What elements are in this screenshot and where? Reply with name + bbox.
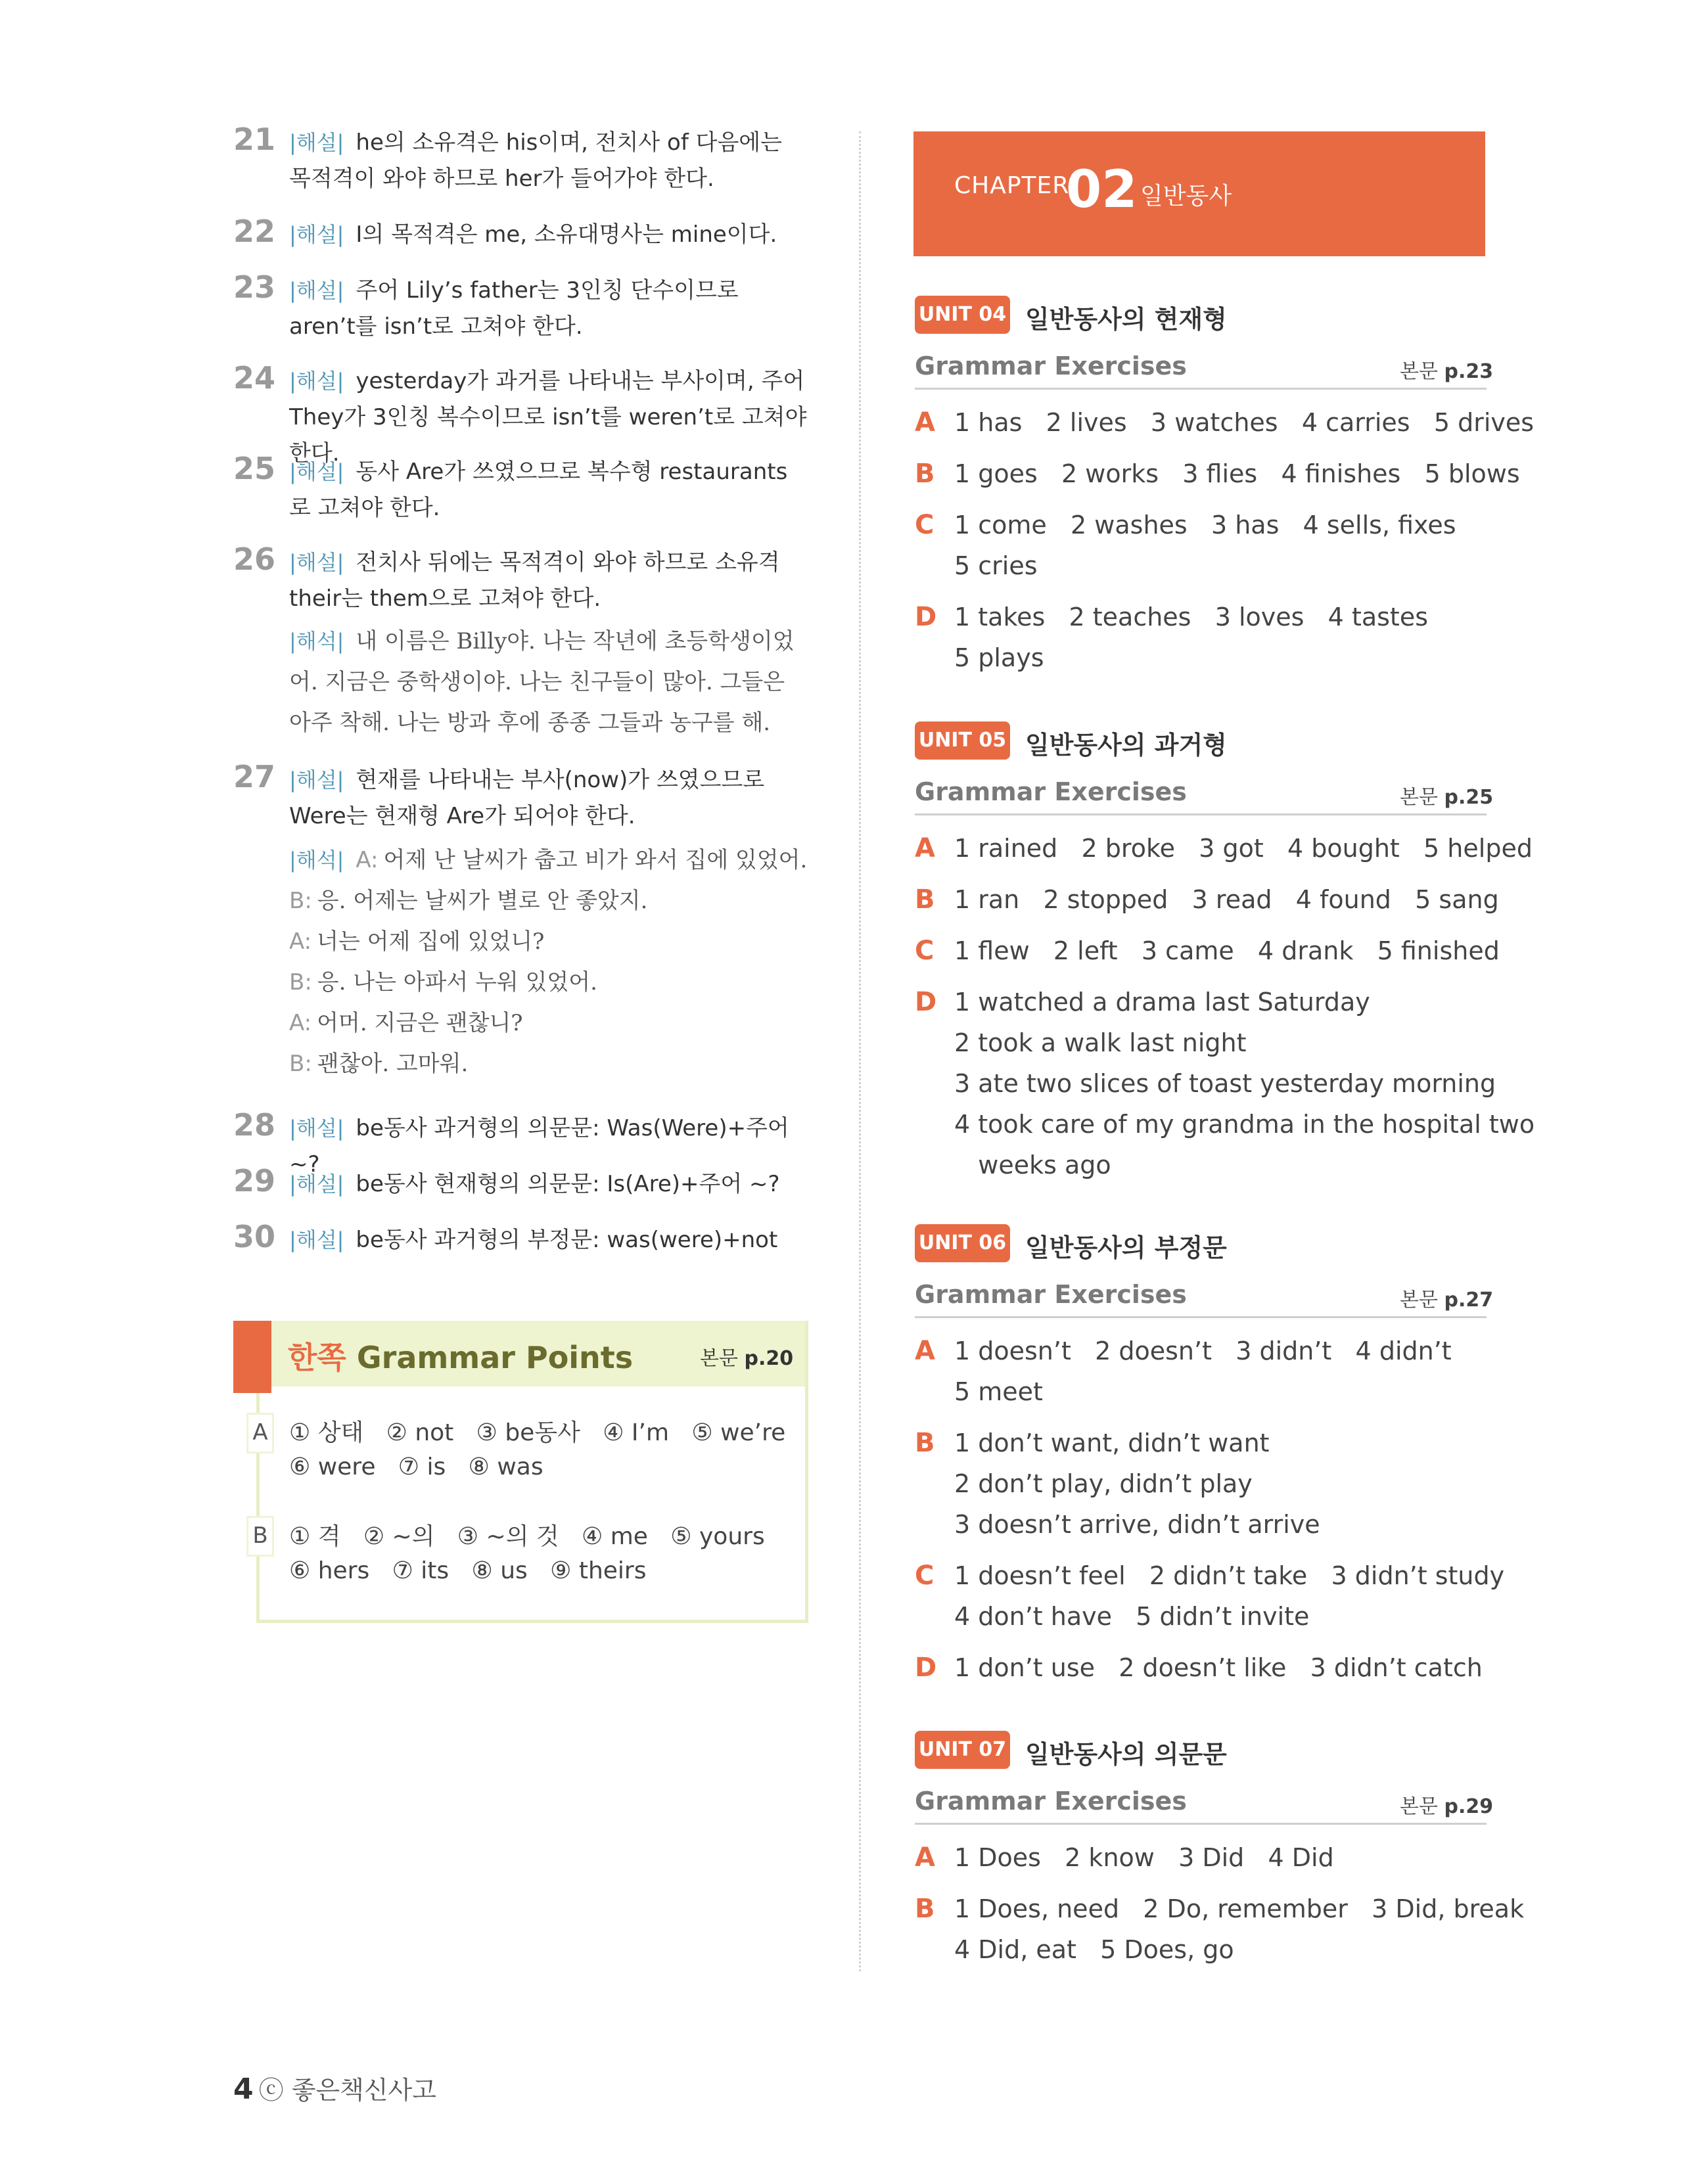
- explanation-tag: |해설|: [289, 369, 344, 394]
- explanation-text: 현재를 나타내는 부사(now)가 쓰였으므로 Were는 현재형 Are가 되어야 한다.: [289, 767, 765, 829]
- unit-title: 일반동사의 의문문: [1025, 1740, 1227, 1769]
- chapter-name: 일반동사: [1140, 183, 1232, 210]
- ref-label: 본문: [1400, 786, 1444, 809]
- dialog-text: 응. 어제는 날씨가 별로 안 좋았지.: [317, 888, 648, 914]
- question-number: 28: [233, 1107, 276, 1143]
- chapter-number: 02: [1066, 160, 1138, 219]
- section-letter: C: [915, 936, 935, 966]
- answer-line: 1 ran 2 stopped 3 read 4 found 5 sang: [954, 885, 1499, 914]
- grammar-points-label-a: A: [246, 1413, 274, 1453]
- grammar-points-a-line: ① 상태 ② not ③ be동사 ④ I’m ⑤ we’re: [289, 1419, 786, 1446]
- exercise-heading: Grammar Exercises: [915, 1280, 1187, 1309]
- translation: [289, 621, 808, 743]
- explanation-text: 전치사 뒤에는 목적격이 와야 하므로 소유격 their는 them으로 고쳐야 한다.: [289, 549, 780, 612]
- explanation-text: yesterday가 과거를 나타내는 부사이며, 주어 They가 3인칭 복수이므로 isn’t를 weren’t로 고쳐야 한다.: [289, 368, 807, 467]
- answer-line: 3 doesn’t arrive, didn’t arrive: [954, 1510, 1320, 1539]
- question-number: 23: [233, 269, 276, 305]
- explanation: [289, 454, 808, 526]
- answer-line: 1 goes 2 works 3 flies 4 finishes 5 blows: [954, 459, 1520, 488]
- answer-line: 1 watched a drama last Saturday: [954, 988, 1370, 1017]
- unit-badge: UNIT 05: [915, 721, 1010, 760]
- explanation-tag: |해설|: [289, 278, 344, 303]
- section-letter: B: [915, 1428, 935, 1458]
- answer-line: 1 doesn’t 2 doesn’t 3 didn’t 4 didn’t: [954, 1337, 1452, 1365]
- answer-line: 2 took a walk last night: [954, 1028, 1247, 1057]
- speaker: B:: [289, 888, 312, 914]
- translation-text: 내 이름은 Billy야. 나는 작년에 초등학생이었어. 지금은 중학생이야. 나는 친구들이 많아. 그들은 아주 착해. 나는 방과 후에 종종 그들과 농구를 해.: [289, 628, 795, 736]
- ref-page: p.29: [1444, 1795, 1494, 1818]
- explanation-tag: |해설|: [289, 1116, 344, 1141]
- unit-badge: UNIT 06: [915, 1224, 1010, 1262]
- dialog-line: [289, 921, 808, 962]
- grammar-points-a-line: ⑥ were ⑦ is ⑧ was: [289, 1453, 543, 1480]
- question-number: 21: [233, 122, 276, 157]
- explanation-text: be동사 과거형의 부정문: was(were)+not: [356, 1227, 778, 1253]
- dialog-line: [289, 1043, 808, 1084]
- speaker: B:: [289, 969, 312, 995]
- explanation-text: he의 소유격은 his이며, 전치사 of 다음에는 목적격이 와야 하므로 her가 들어가야 한다.: [289, 129, 782, 192]
- grammar-points-label-b: B: [246, 1516, 274, 1557]
- section-letter: A: [915, 1842, 935, 1873]
- heading-rule: [915, 813, 1487, 815]
- section-letter: A: [915, 1336, 935, 1366]
- answer-line: 3 ate two slices of toast yesterday morning: [954, 1069, 1496, 1098]
- section-letter: C: [915, 510, 935, 540]
- answer-line: 4 took care of my grandma in the hospital two: [954, 1110, 1535, 1139]
- answer-line: 5 plays: [954, 643, 1044, 672]
- section-letter: B: [915, 459, 935, 489]
- question-number: 30: [233, 1219, 276, 1254]
- grammar-points-b-line: ⑥ hers ⑦ its ⑧ us ⑨ theirs: [289, 1557, 647, 1584]
- explanation-tag: |해설|: [289, 767, 344, 792]
- section-letter: D: [915, 987, 937, 1017]
- unit-title: 일반동사의 부정문: [1025, 1233, 1227, 1262]
- ref-page: p.25: [1444, 786, 1494, 809]
- explanation: [289, 217, 808, 253]
- explanation-tag: |해설|: [289, 459, 344, 484]
- dialog-text: 너는 어제 집에 있었니?: [317, 928, 545, 955]
- explanation-text: be동사 현재형의 의문문: Is(Are)+주어 ~?: [356, 1171, 780, 1197]
- translation-dialog: [289, 840, 808, 1084]
- answer-line: 2 don’t play, didn’t play: [954, 1469, 1253, 1498]
- grammar-points-title: [288, 1334, 633, 1377]
- page-footer: [233, 2070, 436, 2106]
- exercise-heading: Grammar Exercises: [915, 352, 1187, 380]
- answer-line: weeks ago: [954, 1151, 1111, 1179]
- dialog-text: 응. 나는 아파서 누워 있었어.: [317, 969, 597, 995]
- title-text: Grammar Points: [346, 1340, 634, 1375]
- explanation-tag: |해설|: [289, 130, 344, 155]
- heading-rule: [915, 1316, 1487, 1318]
- section-letter: D: [915, 602, 937, 632]
- explanation-tag: |해설|: [289, 1227, 344, 1252]
- explanation: [289, 125, 808, 197]
- title-keyword: 한쪽: [288, 1340, 346, 1375]
- ref-page: p.23: [1444, 360, 1494, 383]
- ref-label: 본문: [1400, 1289, 1444, 1312]
- question-number: 27: [233, 759, 276, 794]
- section-letter: C: [915, 1561, 935, 1591]
- dialog-text: 어머. 지금은 괜찮니?: [317, 1010, 523, 1036]
- answer-line: 4 Did, eat 5 Does, go: [954, 1935, 1234, 1964]
- explanation: [289, 545, 808, 617]
- grammar-points-ref: [700, 1342, 793, 1371]
- grammar-points-bar: [233, 1321, 271, 1393]
- answer-line: 1 has 2 lives 3 watches 4 carries 5 drives: [954, 408, 1535, 437]
- page-ref: [1400, 1283, 1493, 1312]
- dialog-line: [289, 1003, 808, 1043]
- speaker: A:: [289, 928, 312, 955]
- question-number: 25: [233, 451, 276, 486]
- answer-line: 4 don’t have 5 didn’t invite: [954, 1602, 1310, 1631]
- explanation-text: I의 목적격은 me, 소유대명사는 mine이다.: [356, 221, 777, 248]
- dialog-text: 어제 난 날씨가 춥고 비가 와서 집에 있었어.: [383, 847, 808, 873]
- answer-line: 5 meet: [954, 1377, 1043, 1406]
- explanation-text: be동사 과거형의 의문문: Was(Were)+주어 ~?: [289, 1115, 789, 1178]
- heading-rule: [915, 388, 1487, 390]
- unit-badge: UNIT 07: [915, 1731, 1010, 1769]
- explanation: [289, 1166, 808, 1202]
- explanation-tag: |해설|: [289, 1172, 344, 1197]
- grammar-points-b-line: ① 격 ② ~의 ③ ~의 것 ④ me ⑤ yours: [289, 1523, 765, 1550]
- question-number: 26: [233, 541, 276, 577]
- page-ref: [1400, 781, 1493, 810]
- answer-line: 1 takes 2 teaches 3 loves 4 tastes: [954, 603, 1428, 631]
- dialog-line: [289, 881, 808, 921]
- answer-line: 5 cries: [954, 551, 1038, 580]
- ref-page: p.20: [744, 1347, 794, 1370]
- explanation-text: 주어 Lily’s father는 3인칭 단수이므로 aren’t를 isn’t로 고쳐야 한다.: [289, 277, 739, 340]
- unit-title: 일반동사의 현재형: [1025, 305, 1227, 334]
- section-letter: A: [915, 407, 935, 438]
- explanation-tag: |해설|: [289, 222, 344, 247]
- section-letter: A: [915, 833, 935, 863]
- explanation: [289, 1222, 808, 1258]
- heading-rule: [915, 1823, 1487, 1825]
- column-divider: [859, 131, 861, 1971]
- answer-line: 1 Does 2 know 3 Did 4 Did: [954, 1843, 1334, 1872]
- dialog-line: [289, 962, 808, 1003]
- exercise-heading: Grammar Exercises: [915, 777, 1187, 806]
- publisher: ⓒ 좋은책신사고: [258, 2076, 436, 2105]
- dialog-line: [289, 840, 808, 881]
- answer-line: 1 Does, need 2 Do, remember 3 Did, break: [954, 1894, 1525, 1923]
- page-ref: [1400, 355, 1493, 384]
- ref-label: 본문: [700, 1347, 745, 1370]
- ref-label: 본문: [1400, 1795, 1444, 1818]
- explanation: [289, 762, 808, 835]
- translation-tag: |해석|: [289, 629, 344, 654]
- answer-line: 1 flew 2 left 3 came 4 drank 5 finished: [954, 936, 1500, 965]
- answer-line: 1 come 2 washes 3 has 4 sells, fixes: [954, 511, 1456, 539]
- explanation-tag: |해설|: [289, 550, 344, 575]
- ref-page: p.27: [1444, 1289, 1494, 1312]
- speaker: B:: [289, 1051, 312, 1077]
- chapter-label: CHAPTER: [954, 172, 1070, 199]
- dialog-text: 괜찮아. 고마워.: [317, 1051, 469, 1077]
- exercise-heading: Grammar Exercises: [915, 1787, 1187, 1816]
- page-ref: [1400, 1790, 1493, 1819]
- speaker: A:: [356, 847, 379, 873]
- question-number: 22: [233, 214, 276, 249]
- explanation-text: 동사 Are가 쓰였으므로 복수형 restaurants로 고쳐야 한다.: [289, 459, 788, 521]
- explanation: [289, 273, 808, 345]
- question-number: 29: [233, 1163, 276, 1199]
- answer-line: 1 don’t want, didn’t want: [954, 1429, 1270, 1457]
- unit-badge: UNIT 04: [915, 296, 1010, 334]
- section-letter: D: [915, 1653, 937, 1683]
- page-number: 4: [233, 2072, 254, 2106]
- speaker: A:: [289, 1010, 312, 1036]
- answer-line: 1 doesn’t feel 2 didn’t take 3 didn’t study: [954, 1561, 1505, 1590]
- ref-label: 본문: [1400, 360, 1444, 383]
- question-number: 24: [233, 360, 276, 396]
- section-letter: B: [915, 884, 935, 915]
- translation-tag: |해석|: [289, 848, 344, 873]
- section-letter: B: [915, 1894, 935, 1924]
- unit-title: 일반동사의 과거형: [1025, 731, 1227, 760]
- answer-line: 1 don’t use 2 doesn’t like 3 didn’t catch: [954, 1653, 1483, 1682]
- answer-line: 1 rained 2 broke 3 got 4 bought 5 helped: [954, 834, 1533, 863]
